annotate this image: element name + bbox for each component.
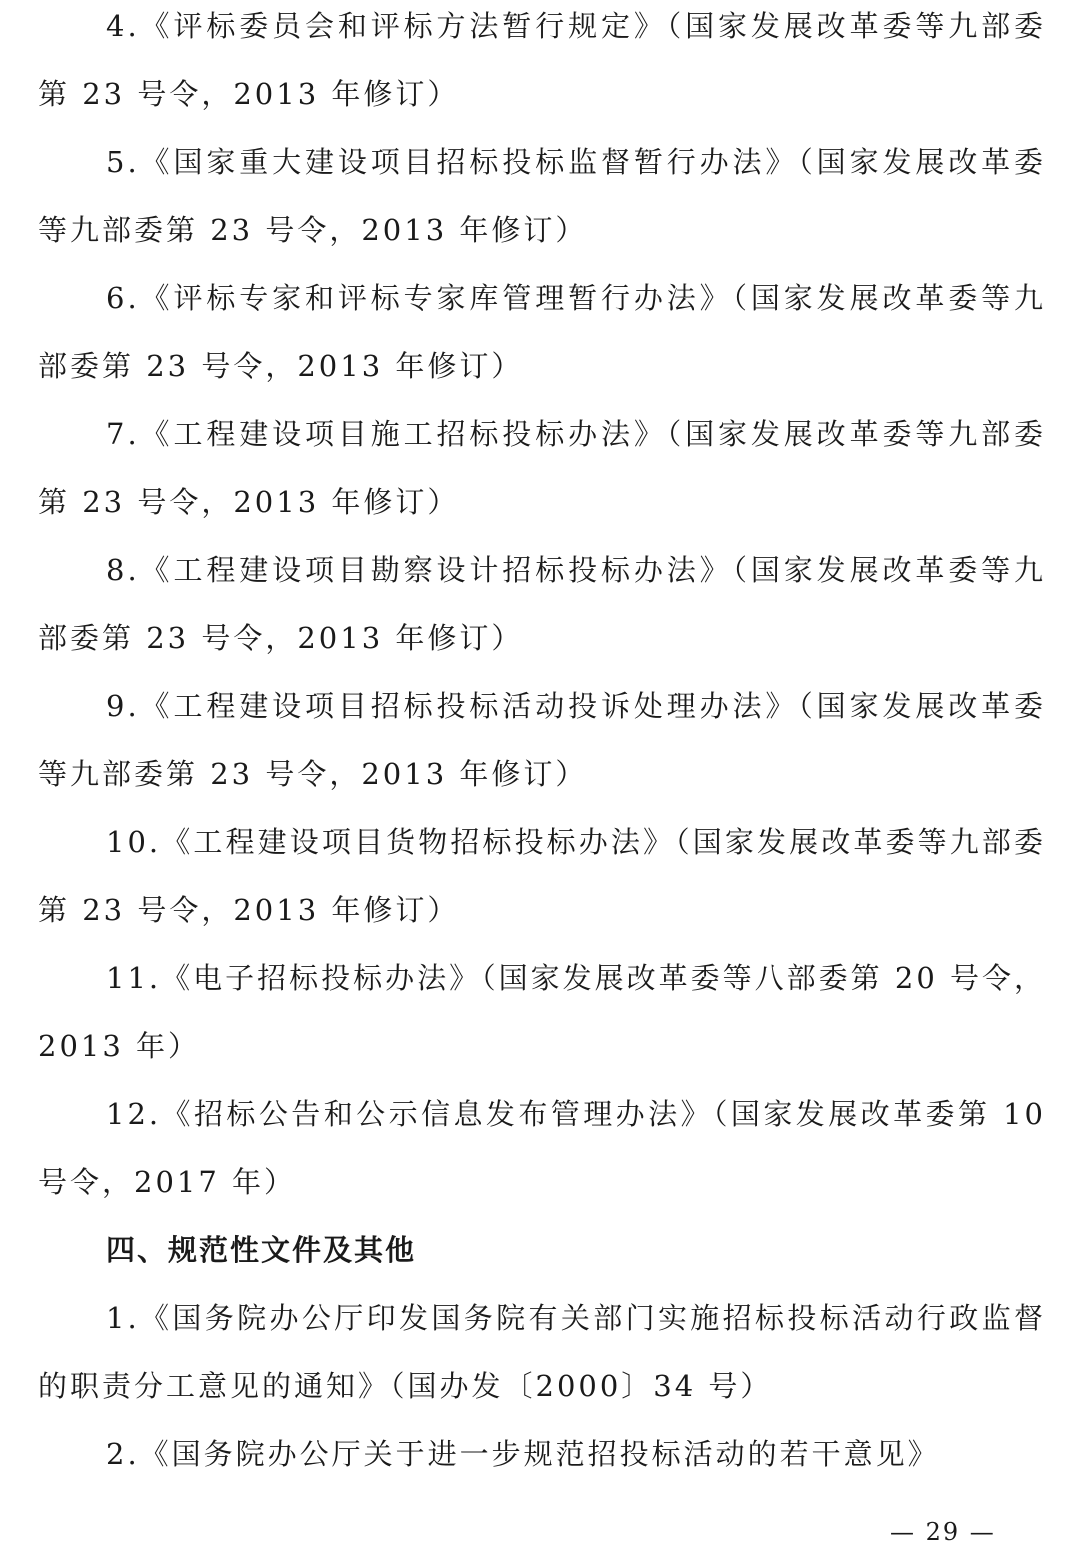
section-heading: 四、规范性文件及其他: [106, 1233, 417, 1267]
regulation-item-5: 5.《国家重大建设项目招标投标监督暂行办法》（国家发展改革委等九部委第 23 号令，2013 年修订）: [38, 145, 1046, 247]
regulation-item-11: 11.《电子招标投标办法》（国家发展改革委等八部委第 20 号令，2013 年）: [38, 961, 1046, 1063]
regulation-item-8: 8.《工程建设项目勘察设计招标投标办法》（国家发展改革委等九部委第 23 号令，2013 年修订）: [38, 553, 1046, 655]
regulation-item-7: 7.《工程建设项目施工招标投标办法》（国家发展改革委等九部委第 23 号令，2013 年修订）: [38, 417, 1046, 519]
regulation-item-9: 9.《工程建设项目招标投标活动投诉处理办法》（国家发展改革委等九部委第 23 号令，2013 年修订）: [38, 689, 1046, 791]
normative-document-item-2: 2.《国务院办公厅关于进一步规范招投标活动的若干意见》: [106, 1437, 940, 1471]
regulation-item-6: 6.《评标专家和评标专家库管理暂行办法》（国家发展改革委等九部委第 23 号令，2013 年修订）: [38, 281, 1046, 383]
regulation-item-10: 10.《工程建设项目货物招标投标办法》（国家发展改革委等九部委第 23 号令，2013 年修订）: [38, 825, 1046, 927]
normative-document-item-1: 1.《国务院办公厅印发国务院有关部门实施招标投标活动行政监督的职责分工意见的通知》（国办发〔2000〕34 号）: [38, 1301, 1046, 1403]
regulation-item-4: 4.《评标委员会和评标方法暂行规定》（国家发展改革委等九部委第 23 号令，2013 年修订）: [38, 9, 1046, 111]
regulation-item-12: 12.《招标公告和公示信息发布管理办法》（国家发展改革委第 10 号令，2017 年）: [38, 1097, 1046, 1199]
page-number: — 29 —: [890, 1518, 996, 1546]
